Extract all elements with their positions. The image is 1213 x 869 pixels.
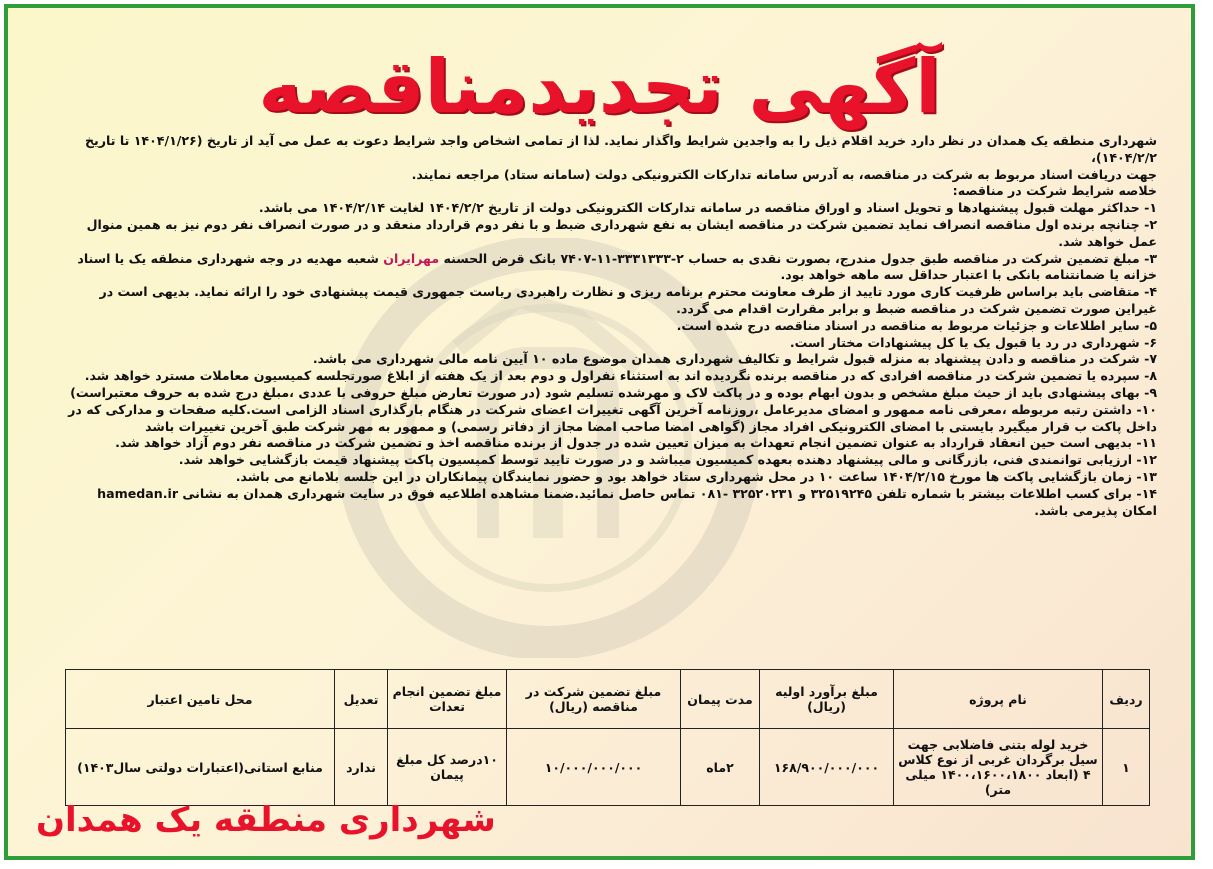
cell-funding-source: منابع استانی(اعتبارات دولتی سال۱۴۰۳)	[66, 729, 335, 806]
condition-13: ۱۳- زمان بازگشایی پاکت ها مورخ ۱۴۰۴/۲/۱۵ ساعت ۱۰ در محل شهرداری ستاد خواهد بود و حضور نمایندگان پیمانکاران در این جلسه بلامانع می باشد.	[235, 468, 1157, 484]
condition-10: ۱۰- داشتن رتبه مربوطه ،معرفی نامه ممهور و امضای مدیرعامل ،روزنامه آخرین آگهی تغییرات اعضای شرکت در هنگام بارگذاری اسناد الزامی است.کلیه صفحات و مدارکی که در داخل پاکت ب قرار میگیرد بایستی با امضای الکترونیکی افراد مجاز (گواهی امضا صاحب امضا مجاز از دفاتر رسمی) و ممهور به مهر شرکت طبق آخرین تغییرات باشد	[68, 401, 1157, 434]
condition-1: ۱- حداکثر مهلت قبول پیشنهادها و تحویل اسناد و اوراق مناقصه در سامانه تدارکات الکترونیکی دولت از تاریخ ۱۴۰۴/۲/۲ لغایت ۱۴۰۴/۲/۱۴ می باشد.	[258, 200, 1157, 216]
cell-contract-duration: ۲ماه	[681, 729, 760, 806]
notice-frame	[4, 4, 1195, 860]
cell-row-number: ۱	[1103, 729, 1150, 806]
paragraph-intro-1: شهرداری منطقه یک همدان در نظر دارد خرید اقلام ذیل را به واجدین شرایط واگذار نماید. لذا از تمامی اشخاص واجد شرایط دعوت به عمل می آید از تاریخ (۱۴۰۴/۱/۲۶ تا تاریخ ۱۴۰۴/۲/۲)،	[84, 133, 1157, 165]
condition-7: ۷- شرکت در مناقصه و دادن پیشنهاد به منزله قبول شرایط و تکالیف شهرداری همدان موضوع ماده ۱۰ آیین نامه مالی شهرداری می باشد.	[312, 351, 1157, 367]
conditions-heading: خلاصه شرایط شرکت در مناقصه:	[952, 183, 1157, 199]
header-row-number: ردیف	[1103, 670, 1150, 729]
condition-4: ۴- متقاضی باید براساس ظرفیت کاری مورد تایید از طرف معاونت محترم برنامه ریزی و نظارت راهبردی ریاست جمهوری قیمت پیشنهادی خود را ارائه نماید. بدیهی است در غیراین صورت تضمین شرکت در مناقصه ضبط و برابر مقرارت اقدام می گردد.	[99, 284, 1157, 316]
condition-3	[64, 251, 1157, 285]
condition-11: ۱۱- بدیهی است حین انعقاد قرارداد به عنوان تضمین انجام تعهدات به میزان تعیین شده در جدول از برنده مناقصه اخذ و تضمین شرکت در مناقصه نفر دوم آزاد خواهد شد.	[115, 435, 1157, 451]
cell-performance-guarantee: ۱۰درصد کل مبلغ پیمان	[388, 729, 507, 806]
condition-5: ۵- سایر اطلاعات و جزئیات مربوط به مناقصه در اسناد مناقصه درج شده است.	[676, 317, 1157, 333]
header-bid-guarantee: مبلغ تضمین شرکت در مناقصه (ریال)	[507, 670, 681, 729]
tender-table	[65, 669, 1150, 806]
condition-3-part-2: شعبه مهدیه در وجه شهرداری منطقه یک یا اسناد خزانه یا ضمانتنامه بانکی با اعتبار حداقل سه ماهه خواهد بود.	[77, 250, 1157, 283]
header-contract-duration: مدت پیمان	[681, 670, 760, 729]
condition-9: ۹- بهای پیشنهادی باید از حیث مبلغ مشخص و بدون ابهام بوده و در پاکت لاک و مهرشده تسلیم شود (در صورت تعارض مبلغ حروفی با عددی ،مبلغ درج شده به حروف معتبراست)	[70, 384, 1157, 400]
header-funding-source: محل تامین اعتبار	[66, 670, 335, 729]
condition-3-part-1: ۳- مبلغ تضمین شرکت در مناقصه طبق جدول مندرج، بصورت نقدی به حساب ۲-۳۳۳۱۳۳۳-۱۱-۷۴۰۷ بانک قرض الحسنه	[439, 250, 1157, 266]
header-performance-guarantee: مبلغ تضمین انجام تعدات	[388, 670, 507, 729]
notice-title: آگهی تجدیدمناقصه	[258, 44, 941, 130]
condition-8: ۸- سپرده یا تضمین شرکت در مناقصه افرادی که در مناقصه برنده نگردیده اند به استثناء نفراول و دوم بعد از یک هفته از ابلاغ صورتجلسه کمیسیون معاملات مسترد خواهد شد.	[84, 368, 1157, 384]
table-row	[66, 729, 1150, 806]
paragraph-intro-2: جهت دریافت اسناد مربوط به شرکت در مناقصه، به آدرس سامانه تدارکات الکترونیکی دولت (سامانه ستاد) مراجعه نمایند.	[411, 166, 1157, 182]
cell-project-name: خرید لوله بتنی فاضلابی جهت سیل برگردان غربی از نوع کلاس ۴ (ابعاد ۱۴۰۰،۱۶۰۰،۱۸۰۰ میلی متر)	[894, 729, 1103, 806]
bank-name-highlight: مهرایران	[383, 250, 440, 266]
condition-12: ۱۲- ارزیابی توانمندی فنی، بازرگانی و مالی پیشنهاد دهنده بعهده کمیسیون میباشد و در صورت تایید توسط کمیسیون پاکت پیشنهاد قیمت بازگشایی خواهد شد.	[178, 452, 1157, 468]
table-header-row	[66, 670, 1150, 729]
header-adjustment: تعدیل	[335, 670, 388, 729]
condition-6: ۶- شهرداری در رد یا قبول یک یا کل پیشنهادات مختار است.	[789, 334, 1157, 350]
condition-14: ۱۴- برای کسب اطلاعات بیشتر با شماره تلفن ۳۲۵۱۹۲۴۵ و ۳۲۵۲۰۲۳۱ -۰۸۱ تماس حاصل نمائید.ضمنا مشاهده اطلاعیه فوق در سایت شهرداری همدان به نشانی hamedan.ir امکان پذیرمی باشد.	[97, 485, 1157, 518]
cell-adjustment: ندارد	[335, 729, 388, 806]
issuer-signature: شهرداری منطقه یک همدان	[36, 800, 496, 840]
cell-bid-guarantee: ۱۰/۰۰۰/۰۰۰/۰۰۰	[507, 729, 681, 806]
header-project-name: نام پروژه	[894, 670, 1103, 729]
header-initial-estimate: مبلغ برآورد اولیه (ریال)	[760, 670, 894, 729]
notice-body	[64, 133, 1157, 519]
condition-2: ۲- چنانچه برنده اول مناقصه انصراف نماید تضمین شرکت در مناقصه ایشان به نفع شهرداری ضبط و با نفر دوم قرارداد منعقد و در صورت انصراف نفر دوم نیز به همین منوال عمل خواهد شد.	[86, 216, 1157, 249]
cell-initial-estimate: ۱۶۸/۹۰۰/۰۰۰/۰۰۰	[760, 729, 894, 806]
